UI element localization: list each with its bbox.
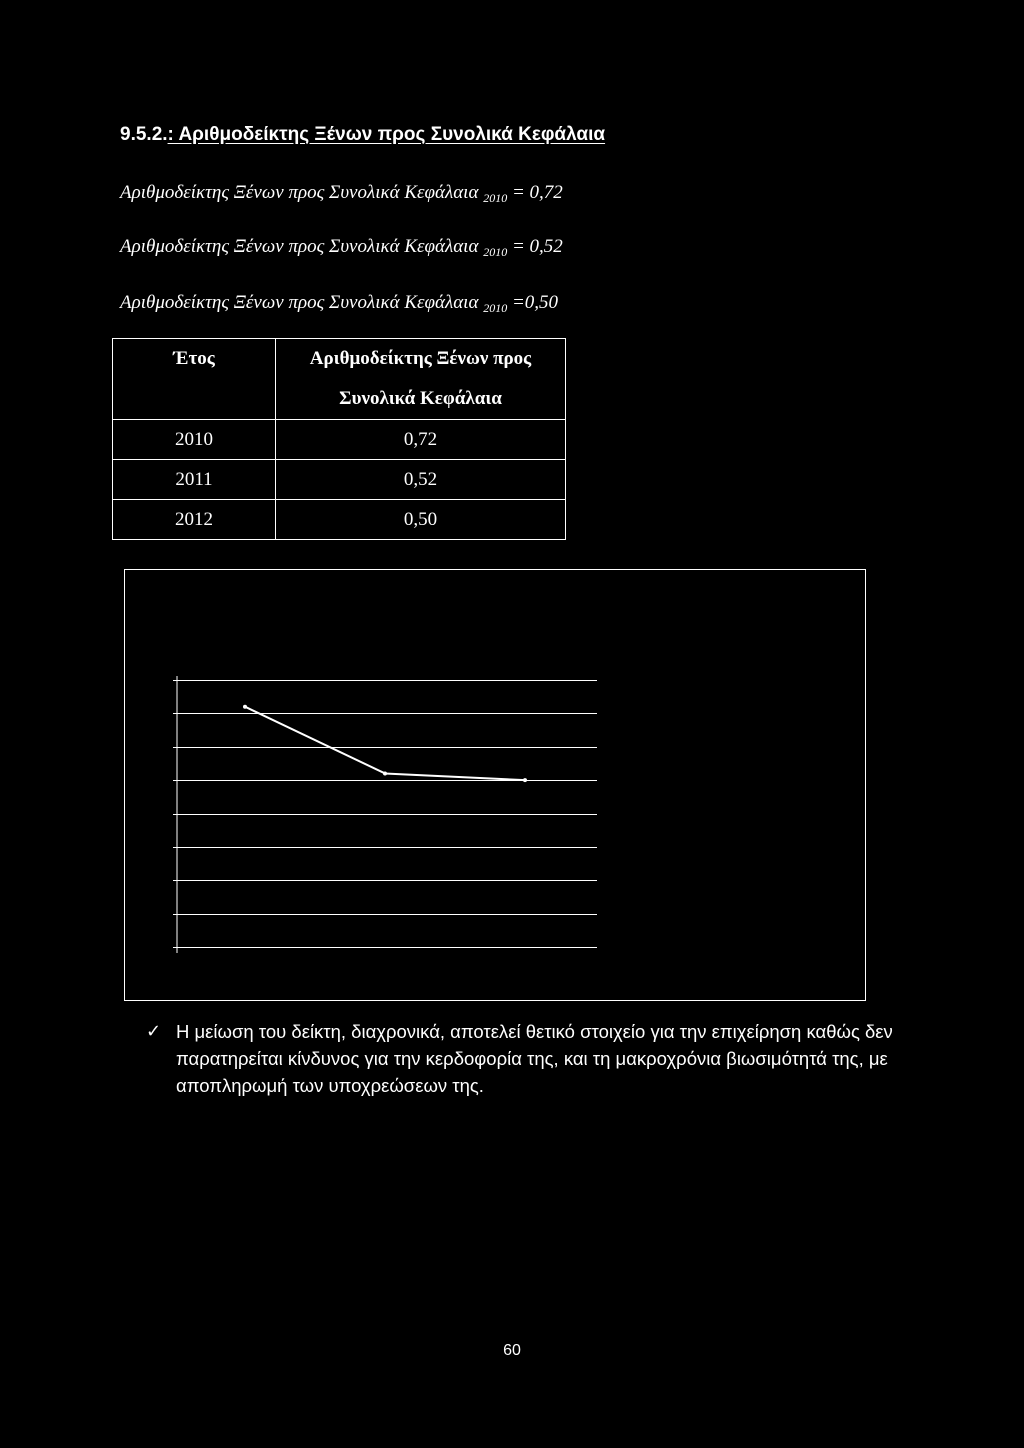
table-row bbox=[113, 460, 566, 500]
conclusion-bullet bbox=[146, 1018, 926, 1099]
series-line bbox=[245, 707, 525, 780]
conclusion-text: Η μείωση του δείκτη, διαχρονικά, αποτελεί θετικό στοιχείο για την επιχείρηση καθώς δεν παρατηρείται κίνδυνος για την κερδοφορία της, και τη μακροχρόνια βιωσιμότητά της, με αποπληρωμή των υποχρεώσεων της. bbox=[176, 1021, 893, 1096]
line-chart bbox=[125, 570, 867, 1002]
section-number: 9.5.2. bbox=[120, 124, 168, 145]
data-point bbox=[383, 771, 387, 775]
section-title: : Αριθμοδείκτης Ξένων προς Συνολικά Κεφάλαια bbox=[167, 124, 606, 145]
table-row bbox=[113, 500, 566, 540]
formula-line-2: Αριθμοδείκτης Ξένων προς Συνολικά Κεφάλαια $_{2010}$ = 0,52 bbox=[120, 236, 563, 259]
table-header-row bbox=[113, 339, 566, 420]
cell-year: 2011 bbox=[113, 460, 276, 500]
chart-frame bbox=[124, 569, 866, 1001]
cell-value: 0,52 bbox=[276, 460, 566, 500]
formula-line-3: Αριθμοδείκτης Ξένων προς Συνολικά Κεφάλαια $_{2010}$ =0,50 bbox=[120, 292, 559, 315]
data-point bbox=[243, 705, 247, 709]
check-icon: ✓ bbox=[146, 1021, 162, 1041]
cell-year: 2012 bbox=[113, 500, 276, 540]
ratio-table bbox=[112, 338, 566, 540]
table-row bbox=[113, 420, 566, 460]
header-ratio: Αριθμοδείκτης Ξένων προς Συνολικά Κεφάλαια bbox=[276, 339, 566, 420]
header-year: Έτος bbox=[113, 339, 276, 420]
cell-year: 2010 bbox=[113, 420, 276, 460]
data-point bbox=[523, 778, 527, 782]
page-number: 60 bbox=[503, 1342, 521, 1359]
section-heading bbox=[120, 124, 605, 146]
cell-value: 0,50 bbox=[276, 500, 566, 540]
formula-line-1: Αριθμοδείκτης Ξένων προς Συνολικά Κεφάλαια $_{2010}$ = 0,72 bbox=[120, 182, 563, 205]
cell-value: 0,72 bbox=[276, 420, 566, 460]
